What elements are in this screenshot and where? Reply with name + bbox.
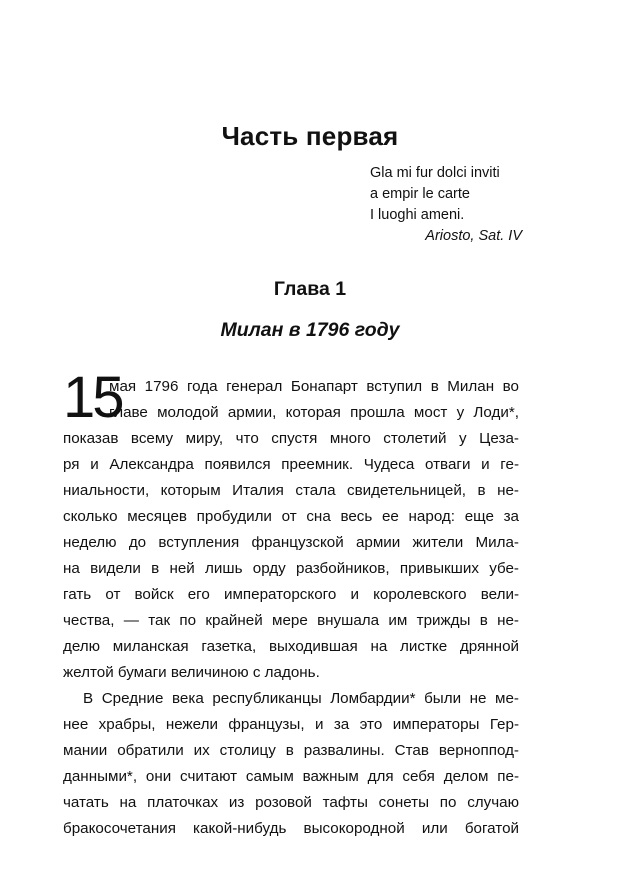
chapter-title: Глава 1 [273, 278, 347, 300]
epigraph-line: Gla mi fur dolci inviti [370, 165, 500, 181]
paragraph-2-line: бракосочетания какой-нибудь высокородной или богатой [63, 820, 519, 837]
paragraph-2-line: данными*, они считают самым важным для себя делом пе- [63, 768, 519, 785]
epigraph-line: a empir le carte [370, 186, 470, 202]
paragraph-1-line: чества, — так по крайней мере внушала им трижды в не- [63, 612, 519, 629]
epigraph [370, 163, 522, 247]
paragraph-1-line: ниальности, которым Италия стала свидетельницей, в не- [63, 482, 519, 499]
paragraph-2-line: чатать на платочках из розовой тафты сонеты по случаю [63, 794, 519, 811]
paragraph-1-line: делю миланская газетка, выходившая на листке дрянной [63, 638, 519, 655]
epigraph-line: I luoghi ameni. [370, 207, 465, 223]
paragraph-2-line: В Средние века республиканцы Ломбардии* были не ме- [83, 690, 519, 707]
chapter-subtitle: Милан в 1796 году [220, 319, 400, 341]
paragraph-1-line: ря и Александра появился преемник. Чудеса отваги и ге- [63, 456, 519, 473]
paragraph-1-line: гать от войск его императорского и королевского вели- [63, 586, 519, 603]
paragraph-1-line: сколько месяцев пробудили от сна весь ее народ: еще за [63, 508, 519, 525]
paragraph-1-line: мая 1796 года генерал Бонапарт вступил в Милан во [109, 378, 519, 395]
epigraph-source: Ariosto, Sat. IV [425, 228, 522, 244]
drop-cap: 15 [63, 365, 122, 430]
paragraph-1-line: показав всему миру, что спустя много столетий у Цеза- [63, 430, 519, 447]
paragraph-1-line: главе молодой армии, которая прошла мост у Лоди*, [109, 404, 519, 421]
paragraph-2-line: мании обратили их столицу в развалины. Став верноппод- [63, 742, 519, 759]
paragraph-1-line: неделю до вступления французской армии жители Мила- [63, 534, 519, 551]
paragraph-1-line: на видели в ней лишь орду разбойников, привыкших убе- [63, 560, 519, 577]
paragraph-2-line: нее храбры, нежели французы, и за это императоры Гер- [63, 716, 519, 733]
part-title: Часть первая [221, 121, 399, 151]
paragraph-1-line: желтой бумаги величиною с ладонь. [63, 664, 320, 681]
